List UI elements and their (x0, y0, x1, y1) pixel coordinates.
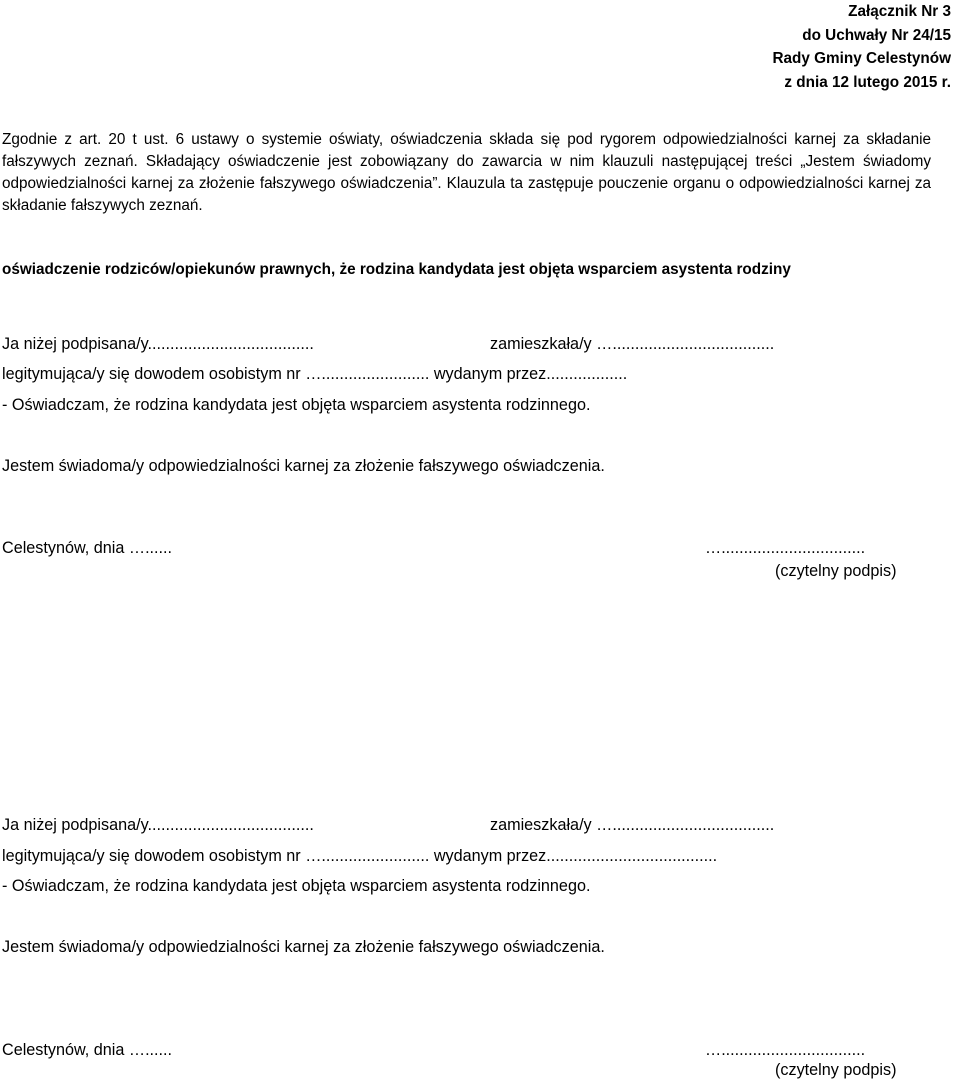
form1-awareness-clause: Jestem świadoma/y odpowiedzialności karnej za złożenie fałszywego oświadczenia. (2, 457, 605, 475)
declaration-title: oświadczenie rodziców/opiekunów prawnych, że rodzina kandydata jest objęta wsparciem asystenta rodziny (2, 261, 791, 278)
form1-signature-dots: …................................ (705, 539, 866, 557)
form1-place-date: Celestynów, dnia …...... (2, 539, 173, 557)
form1-signed-field: Ja niżej podpisana/y..................................... (2, 335, 314, 353)
attachment-header (772, 0, 951, 94)
form1-signature-label: (czytelny podpis) (775, 562, 897, 580)
form2-residence-field: zamieszkała/y ….................................... (490, 816, 775, 834)
form2-place-date: Celestynów, dnia …...... (2, 1041, 173, 1059)
resolution-number: do Uchwały Nr 24/15 (802, 26, 951, 44)
form2-awareness-clause: Jestem świadoma/y odpowiedzialności karnej za złożenie fałszywego oświadczenia. (2, 938, 605, 956)
council-name: Rady Gminy Celestynów (772, 50, 951, 67)
form2-declaration: - Oświadczam, że rodzina kandydata jest objęta wsparciem asystenta rodzinnego. (2, 877, 591, 895)
attachment-number: Załącznik Nr 3 (848, 3, 951, 20)
form2-id-line: legitymująca/y się dowodem osobistym nr …........................ wydanym przez...................................... (2, 847, 718, 865)
form2-signature-dots: …................................ (705, 1041, 866, 1059)
form1-declaration: - Oświadczam, że rodzina kandydata jest objęta wsparciem asystenta rodzinnego. (2, 396, 591, 414)
form2-signature-label: (czytelny podpis) (775, 1061, 897, 1079)
form1-id-line: legitymująca/y się dowodem osobistym nr …........................ wydanym przez.................. (2, 365, 628, 383)
form2-signed-field: Ja niżej podpisana/y..................................... (2, 816, 314, 834)
resolution-date: z dnia 12 lutego 2015 r. (784, 73, 951, 91)
form1-residence-field: zamieszkała/y ….................................... (490, 335, 775, 353)
legal-notice-paragraph: Zgodnie z art. 20 t ust. 6 ustawy o systemie oświaty, oświadczenia składa się pod rygorem odpowiedzialności karnej za składanie fałszywych zeznań. Składający oświadczenie jest zobowiązany do zawarcia w nim klauzuli następującej treści „Jestem świadomy odpowiedzialności karnej za złożenie fałszywego oświadczenia”. Klauzula ta zastępuje pouczenie organu o odpowiedzialności karnej za składanie fałszywych zeznań. (2, 131, 931, 214)
